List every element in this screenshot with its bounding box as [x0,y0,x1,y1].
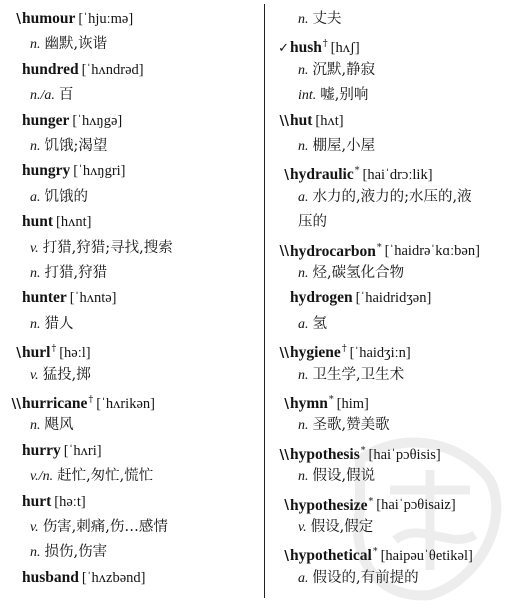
revision-mark: \\ [11,396,21,412]
part-of-speech: n. [298,367,309,383]
revision-mark: \ [16,346,21,362]
definition-line [30,264,107,283]
definition-text: 假设,假说 [312,468,376,485]
definition-line [30,416,74,435]
phonetic: [ˈhʌntə] [69,290,117,307]
definition-continuation: 压的 [298,214,327,231]
headword: hymn [290,394,328,412]
frequency-marker: * [368,495,374,507]
definition-line [298,213,327,231]
definition-text: 百 [58,87,74,104]
definition-line [298,188,472,207]
headword: hut [290,111,313,129]
definition-text: 损伤,伤害 [44,544,108,561]
phonetic: [ˈhjuːmə] [78,11,134,27]
definition-text: 沉默,静寂 [312,61,376,78]
headword-entry [6,289,117,307]
definition-line [298,366,404,385]
headword-entry [6,112,122,130]
frequency-marker: * [376,241,382,253]
definition-line [298,137,375,156]
headword-entry [6,61,144,79]
phonetic: [ˈhʌri] [63,442,102,459]
headword-entry [6,493,86,511]
definition-text: 嘘,别响 [320,87,369,104]
definition-line [30,518,168,537]
part-of-speech: n. [30,37,41,53]
frequency-marker: † [322,38,328,50]
headword-entry [274,239,480,262]
phonetic: [ˈhaidʒiːn] [349,345,411,362]
revision-mark: \\ [279,113,289,129]
definition-text: 氢 [312,315,327,332]
part-of-speech: a. [30,189,41,205]
headword-entry [274,35,360,58]
revision-mark: \\ [279,447,289,463]
phonetic: [haipəuˈθetikəl] [380,548,473,565]
part-of-speech: n. [30,316,41,332]
definition-line [298,10,342,29]
definition-text: 假设的,有前提的 [312,569,419,586]
definition-line [30,543,107,562]
part-of-speech: n. [298,139,309,154]
revision-mark: ✓ [278,41,289,57]
definition-line [30,137,107,156]
frequency-marker: † [88,394,94,405]
part-of-speech: n. [30,545,41,561]
definition-line [30,467,153,486]
phonetic: [ˈhʌŋgri] [73,163,126,180]
frequency-marker: † [51,343,57,355]
definition-line [30,86,73,105]
definition-line [30,366,91,385]
headword: humour [22,10,76,27]
definition-text: 猛投,掷 [42,366,91,383]
definition-line [30,239,173,258]
headword: hydrocarbon [290,242,376,260]
headword-entry [6,442,102,460]
definition-text: 赶忙,匆忙,慌忙 [57,468,154,485]
part-of-speech: n. [30,418,41,434]
headword: hydraulic [290,166,354,184]
part-of-speech: n./a. [30,88,55,104]
part-of-speech: n. [298,469,309,485]
part-of-speech: n. [30,139,41,154]
phonetic: [haiˈpɔθisis] [368,446,441,463]
revision-mark: \ [16,12,21,27]
part-of-speech: n. [298,62,309,78]
headword: hypothesize [290,496,368,514]
headword: hydrogen [290,289,353,307]
headword: hygiene [290,344,341,362]
definition-text: 假设,假定 [310,519,374,535]
frequency-marker: † [341,343,347,355]
part-of-speech: n. [298,418,309,434]
revision-mark: \ [284,498,289,514]
part-of-speech: n. [298,12,309,27]
definition-text: 伤害,刺痛,伤…感情 [42,519,168,535]
definition-line [298,264,404,283]
part-of-speech: n. [298,266,309,281]
phonetic: [hʌʃ] [330,40,360,57]
headword: hurt [22,492,52,510]
part-of-speech: n. [30,266,41,281]
definition-text: 圣歌,赞美歌 [312,417,390,434]
frequency-marker: * [354,165,360,177]
headword-entry [6,10,133,29]
definition-text: 饥饿的 [44,188,88,205]
headword: husband [22,568,79,586]
phonetic: [ˈhʌŋgə] [72,112,123,129]
phonetic: [həːt] [54,493,86,510]
headword-entry [6,162,126,180]
headword: hurl [22,344,51,362]
revision-mark: \ [284,168,289,184]
definition-line [298,315,327,334]
phonetic: [haiˈpɔθisaiz] [376,497,456,514]
phonetic: [ˈhaidrəˈkɑːbən] [384,243,480,260]
headword: hypothetical [290,547,372,565]
headword: hurricane [22,394,88,412]
revision-mark: \\ [279,244,289,260]
headword-entry [6,569,146,587]
definition-line [298,61,375,80]
definition-text: 棚屋,小屋 [312,138,376,154]
part-of-speech: a. [298,570,309,586]
definition-text: 丈夫 [312,11,342,27]
headword: hush [290,39,322,57]
watermark-seal [340,420,520,610]
phonetic: [ˈhʌzbənd] [81,569,146,586]
part-of-speech: a. [298,316,309,332]
definition-text: 飓风 [44,417,74,434]
revision-mark: \\ [279,346,289,362]
definition-text: 打猎,狩猎;寻找,搜索 [42,239,173,256]
phonetic: [haiˈdrɔːlik] [362,167,433,184]
headword-entry [6,213,91,231]
part-of-speech: v. [30,240,39,256]
revision-mark: \ [284,396,289,412]
definition-text: 卫生学,卫生术 [312,366,405,383]
definition-line [298,86,368,105]
frequency-marker: * [328,394,334,405]
revision-mark: \ [284,549,289,565]
headword-entry [274,340,411,363]
phonetic: [həːl] [59,345,91,362]
definition-text: 烃,碳氢化合物 [312,265,405,281]
headword-entry [274,162,433,185]
headword-entry [6,391,155,414]
headword: hurry [22,441,61,459]
headword-entry [274,289,431,307]
definition-line [30,188,88,207]
headword-entry [274,391,369,414]
part-of-speech: v. [30,367,39,383]
frequency-marker: * [372,546,378,558]
definition-text: 幽默,诙谐 [44,36,108,53]
definition-text: 打猎,狩猎 [44,265,108,281]
definition-line [30,315,74,334]
phonetic: [him] [336,395,369,412]
definition-text: 饥饿;渴望 [44,138,108,154]
part-of-speech: v./n. [30,469,54,485]
part-of-speech: int. [298,88,317,104]
part-of-speech: a. [298,189,309,205]
part-of-speech: v. [30,520,39,535]
headword: hunt [22,213,54,231]
headword-entry [6,340,91,363]
headword: hunter [22,289,67,307]
definition-line [30,35,107,54]
definition-text: 猎人 [44,315,74,332]
phonetic: [ˈhʌndrəd] [81,61,144,78]
headword: hunger [22,111,70,129]
phonetic: [hʌt] [315,112,344,129]
frequency-marker: * [360,444,366,456]
phonetic: [ˈhʌrikən] [96,395,155,412]
headword: hundred [22,60,79,78]
headword-entry [274,112,344,131]
headword: hungry [22,162,71,180]
headword: hypothesis [290,445,360,463]
phonetic: [hʌnt] [56,214,92,231]
phonetic: [ˈhaidridʒən] [355,290,432,307]
definition-text: 水力的,液力的;水压的,液 [312,188,472,205]
part-of-speech: v. [298,520,307,535]
column-divider [264,4,265,598]
